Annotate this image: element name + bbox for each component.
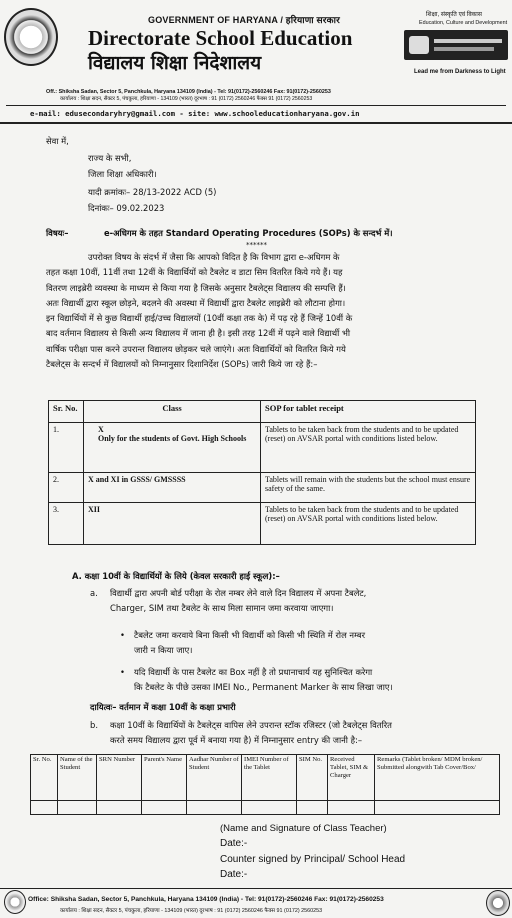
col-remarks: Remarks (Tablet broken/ MDM broken/ Submitted alongwith Tab Cover/Box/ [375, 755, 500, 801]
col-sim: SIM No. [297, 755, 328, 801]
table-row [49, 423, 476, 473]
paragraph-line: बाद वर्तमान विद्यालय से किसी अन्य विद्यालय में जाना ही है। इसी तरह 12वीं में पढ़ने वाले विद्यार्थी भी [46, 328, 351, 339]
col-aadhar: Aadhar Number of Student [187, 755, 242, 801]
footer-address-hindi: कार्यालय : शिक्षा सदन, सैक्टर 5, पंचकुला, हरियाणा - 134109 (भारत) दूरभाष : 91 (0172) 2560246 फैक्स 91 (0172) 2560253 [60, 908, 323, 914]
item-a-line: Charger, SIM तथा टैबलेट के साथ मिला सामान जमा करवाया जाएगा। [110, 603, 334, 614]
col-sr-no: Sr. No. [31, 755, 58, 801]
header-class: Class [84, 401, 261, 423]
letter-date: दिनांकः– 09.02.2023 [88, 203, 165, 213]
sop-table-header [49, 401, 476, 423]
bullet-icon: • [120, 630, 125, 640]
sop-table [48, 400, 476, 545]
responsibility-line: दायित्वः– वर्तमान में कक्षा 10वीं के कक्षा प्रभारी [90, 702, 236, 712]
dept-motto-english: Education, Culture and Development [419, 20, 508, 26]
signature-date-2: Date:- [220, 869, 248, 880]
col-student-name: Name of the Student [58, 755, 97, 801]
table-row [49, 473, 476, 503]
paragraph-line: अतः विद्यार्थी द्वारा स्कूल छोड़ने, बदलने की अवस्था में विद्यार्थी द्वारा टैबलेट लाइब्रेरी को लौटाना होगा। [46, 297, 346, 308]
item-b-label: b. [90, 720, 98, 730]
footer-emblem-left [4, 890, 26, 914]
paragraph-line: वार्षिक परीक्षा पास करने उपरान्त विद्यालय छोड़कर चले जाएंगे। अतः विद्यार्थियों को वितरित किये गये [46, 343, 346, 354]
bullet-1-line: जारी न किया जाए। [134, 645, 193, 656]
paragraph-line: तहत कक्षा 10वीं, 11वीं तथा 12वीं के विद्यार्थियों को टैबलेट व डाटा सिम वितरित किये गये हैं। यह [46, 267, 343, 278]
header-sop: SOP for tablet receipt [261, 401, 476, 423]
bullet-2-line: यदि विद्यार्थी के पास टैबलेट का Box नहीं है तो प्रधानाचार्य यह सुनिश्चित करेगा [134, 667, 373, 677]
item-a-line: विद्यार्थी द्वारा अपनी बोर्ड परीक्षा के रोल नम्बर लेने वाले दिन विद्यालय में अपना टैबलेट, [110, 588, 367, 598]
row-sr: 1. [49, 423, 84, 473]
header-divider [6, 105, 506, 106]
register-header-row [31, 755, 500, 801]
bullet-icon: • [120, 667, 125, 677]
row-sr: 2. [49, 473, 84, 503]
paragraph-line: इन विद्यार्थियों में से कुछ विद्यार्थी हाई/उच्च विद्यालयों (10वीं कक्षा तक के) में पढ़ रहे हैं जिन्हें 10वीं के [46, 313, 353, 324]
col-srn: SRN Number [97, 755, 142, 801]
register-empty-row [31, 801, 500, 815]
row-class-line-1: X [98, 425, 104, 434]
subject-label: विषयः– [46, 228, 69, 238]
office-address-hindi: कार्यालय : शिक्षा सदन, सैक्टर 5, पंचकुला, हरियाणा - 134109 (भारत) दूरभाष : 91 (0172) 2560246 फैक्स 91 (0172) 2560253 [60, 96, 313, 102]
footer-emblem-right [486, 890, 510, 916]
bullet-1 [120, 628, 490, 659]
table-row [49, 503, 476, 545]
class-teacher-signature: (Name and Signature of Class Teacher) [220, 823, 387, 834]
item-a-label: a. [90, 588, 98, 598]
item-a-text [110, 586, 490, 617]
bullet-2 [120, 665, 490, 696]
item-b-line: करते समय विद्यालय द्वारा पूर्व में बनाया गया है) में निम्नानुसार entry की जानी है:– [110, 735, 363, 746]
signature-date-1: Date:- [220, 838, 248, 849]
signature-block [220, 823, 405, 880]
dept-motto-hindi: शिक्षा, संस्कृति एवं विकास [426, 12, 482, 18]
tagline: Lead me from Darkness to Light [414, 69, 506, 75]
footer-divider [0, 888, 512, 889]
row-class: X and XI in GSSS/ GMSSSS [84, 473, 261, 503]
page-title: Directorate School Education [88, 26, 353, 50]
email-site-line: e-mail: edusecondaryhry@gmail.com - site: www.schooleducationharyana.gov.in [30, 109, 360, 118]
item-b-text [110, 718, 490, 749]
salutation: सेवा में, [46, 136, 69, 146]
gov-line: GOVERNMENT OF HARYANA / हरियाणा सरकार [148, 15, 340, 25]
stock-register-table [30, 754, 500, 815]
paragraph-line: टैबलेट्स के सन्दर्भ में विद्यालयों को निम्नानुसार दिशानिर्देश (SOPs) जारी किये जा रहे हैं:– [46, 359, 318, 370]
col-parent-name: Parent's Name [142, 755, 187, 801]
col-received: Received Tablet, SIM & Charger [328, 755, 375, 801]
section-a-heading: A. कक्षा 10वीं के विद्यार्थियों के लिये (केवल सरकारी हाई स्कूल):– [72, 571, 280, 581]
addressee-line-1: राज्य के सभी, [88, 153, 132, 163]
memo-number: यादी क्रमांकः– 28/13-2022 ACD (5) [88, 187, 217, 197]
office-address: Off.: Shiksha Sadan, Sector 5, Panchkula, Haryana 134109 (India) - Tel: 91(0172)-2560246 Fax: 91(0172)-2560253 [46, 89, 331, 95]
row-sop: Tablets will remain with the students but the school must ensure safety of the same. [261, 473, 476, 503]
paragraph-line: उपरोक्त विषय के संदर्भ में जैसा कि आपको विदित है कि विभाग द्वारा e-अधिगम के [88, 252, 340, 262]
col-imei: IMEI Number of the Tablet [242, 755, 297, 801]
separator-stars: ****** [246, 241, 267, 249]
footer-address: Office: Shiksha Sadan, Sector 5, Panchkula, Haryana 134109 (India) - Tel: 91(0172)-2560246 Fax: 91(0172)-2560253 [28, 896, 384, 903]
row-class: XII [84, 503, 261, 545]
row-sop: Tablets to be taken back from the students and to be updated (reset) on AVSAR portal with conditions listed below. [261, 423, 476, 473]
subject-text: e-अधिगम के तहत Standard Operating Procedures (SOPs) के सन्दर्भ में। [104, 228, 393, 238]
row-sop: Tablets to be taken back from the students and to be updated (reset) on AVSAR portal with conditions listed below. [261, 503, 476, 545]
counter-signed-line: Counter signed by Principal/ School Head [220, 854, 406, 865]
bullet-2-line: कि टैबलेट के पीछे उसका IMEI No., Permanent Marker के साथ लिखा जाए। [134, 682, 393, 693]
bullet-1-line: टैबलेट जमा करवाये बिना किसी भी विद्यार्थी को किसी भी स्थिति में रोल नम्बर [134, 630, 365, 640]
body-paragraph [46, 250, 486, 372]
row-sr: 3. [49, 503, 84, 545]
header-sr-no: Sr. No. [49, 401, 84, 423]
header-divider-2 [0, 122, 512, 124]
item-b-line: कक्षा 10वीं के विद्यार्थियों के टैबलेट्स वापिस लेने उपरान्त स्टॉक रजिस्टर (जो टैबलेट्स वितरित [110, 720, 392, 730]
row-class [84, 423, 261, 473]
paragraph-line: वितरण लाइब्रेरी व्यवस्था के माध्यम से किया गया है जिसके अनुसार टैबलेट्स विद्यालय की सम्पत्ति हैं। [46, 282, 346, 293]
department-logo [404, 30, 508, 60]
row-class-line-2: Only for the students of Govt. High Schools [98, 434, 247, 443]
addressee-line-2: जिला शिक्षा अधिकारी। [88, 169, 157, 179]
page-title-hindi: विद्यालय शिक्षा निदेशालय [88, 52, 262, 74]
haryana-emblem-logo [4, 8, 58, 66]
